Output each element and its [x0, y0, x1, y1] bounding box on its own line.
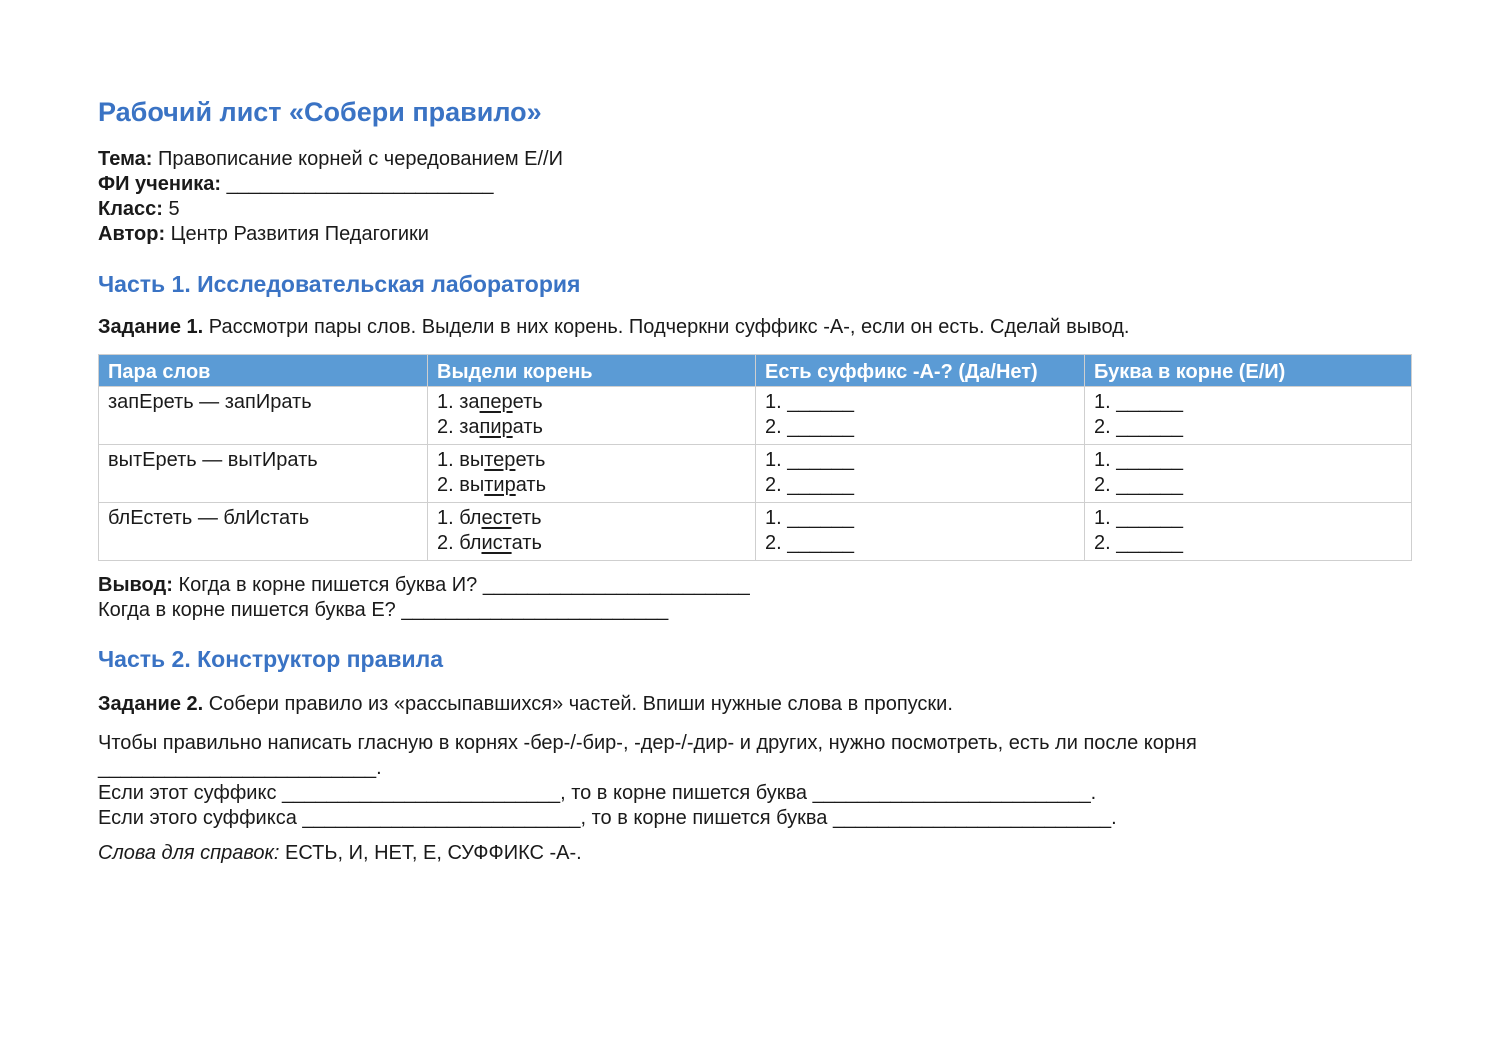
cell-root	[428, 503, 756, 561]
letter-blank-2[interactable]: 2. ______	[1094, 474, 1183, 496]
conclusion-q1-text[interactable]: Когда в корне пишется буква И? ________________________	[178, 574, 750, 596]
letter-blank-2[interactable]: 2. ______	[1094, 532, 1183, 554]
root-word-2	[437, 473, 746, 498]
column-header-root: Выдели корень	[428, 355, 756, 387]
cell-letter[interactable]	[1085, 503, 1412, 561]
meta-author-label: Автор:	[98, 223, 166, 245]
conclusion-question-2[interactable]: Когда в корне пишется буква Е? ________________________	[98, 599, 669, 621]
word-ending: ать	[511, 532, 542, 554]
rule-line-3[interactable]: Если этот суффикс _________________________, то в корне пишется буква _________________________.	[98, 782, 1097, 804]
cell-pair: запЕреть — запИрать	[99, 387, 428, 445]
root-word-1	[437, 448, 746, 473]
cell-letter[interactable]	[1085, 445, 1412, 503]
conclusion-block	[98, 573, 1411, 623]
word-number: 2.	[437, 532, 454, 554]
word-number: 2.	[437, 474, 454, 496]
meta-topic-label: Тема:	[98, 148, 153, 170]
task2-instruction	[98, 691, 1411, 717]
table-row	[99, 387, 1412, 445]
cell-pair: вытЕреть — вытИрать	[99, 445, 428, 503]
part1-heading: Часть 1. Исследовательская лаборатория	[98, 271, 581, 297]
table-header-row	[99, 355, 1412, 387]
letter-blank-2[interactable]: 2. ______	[1094, 416, 1183, 438]
root-word-2	[437, 415, 746, 440]
word-number: 1.	[437, 449, 454, 471]
worksheet-meta	[98, 147, 1411, 247]
task2-label: Задание 2.	[98, 693, 204, 715]
suffix-blank-2[interactable]: 2. ______	[765, 474, 854, 496]
column-header-pair: Пара слов	[99, 355, 428, 387]
cell-suffix[interactable]	[756, 503, 1085, 561]
page-title: Рабочий лист «Собери правило»	[98, 97, 542, 127]
table-row	[99, 445, 1412, 503]
reference-words	[98, 841, 1411, 866]
task1-label: Задание 1.	[98, 316, 204, 338]
meta-student-label: ФИ ученика:	[98, 173, 222, 195]
word-pairs-table	[98, 354, 1412, 561]
meta-class-value: 5	[168, 198, 180, 220]
letter-blank-1[interactable]: 1. ______	[1094, 507, 1183, 529]
conclusion-question-1[interactable]	[98, 573, 1411, 598]
conclusion-label: Вывод:	[98, 574, 173, 596]
suffix-blank-2[interactable]: 2. ______	[765, 416, 854, 438]
task2-text: Собери правило из «рассыпавшихся» частей. Впиши нужные слова в пропуски.	[208, 693, 953, 715]
word-prefix: бл	[459, 507, 482, 529]
root-word-1	[437, 390, 746, 415]
meta-topic	[98, 147, 1411, 172]
suffix-blank-1[interactable]: 1. ______	[765, 449, 854, 471]
rule-line-4[interactable]: Если этого суффикса _________________________, то в корне пишется буква _________________________.	[98, 807, 1117, 829]
cell-pair: блЕстеть — блИстать	[99, 503, 428, 561]
word-root-underlined: тир	[484, 474, 516, 496]
letter-blank-1[interactable]: 1. ______	[1094, 391, 1183, 413]
suffix-blank-2[interactable]: 2. ______	[765, 532, 854, 554]
word-number: 2.	[437, 416, 454, 438]
meta-topic-value: Правописание корней с чередованием Е//И	[157, 148, 563, 170]
suffix-blank-1[interactable]: 1. ______	[765, 391, 854, 413]
cell-root	[428, 445, 756, 503]
part2-heading: Часть 2. Конструктор правила	[98, 646, 444, 672]
word-number: 1.	[437, 507, 454, 529]
task1-text: Рассмотри пары слов. Выдели в них корень. Подчеркни суффикс -А-, если он есть. Сделай вывод.	[208, 316, 1130, 338]
column-header-letter: Буква в корне (Е/И)	[1085, 355, 1412, 387]
letter-blank-1[interactable]: 1. ______	[1094, 449, 1183, 471]
word-root-underlined: тер	[484, 449, 516, 471]
word-root-underlined: ест	[481, 507, 512, 529]
word-root-underlined: пир	[479, 416, 513, 438]
meta-author-value: Центр Развития Педагогики	[170, 223, 429, 245]
meta-author	[98, 222, 1411, 247]
word-prefix: вы	[459, 449, 485, 471]
rule-line-2-blank[interactable]: _________________________.	[98, 757, 382, 779]
root-word-1	[437, 506, 746, 531]
word-prefix: вы	[459, 474, 485, 496]
suffix-blank-1[interactable]: 1. ______	[765, 507, 854, 529]
word-ending: еть	[512, 391, 543, 413]
meta-student	[98, 172, 1411, 197]
cell-suffix[interactable]	[756, 387, 1085, 445]
word-root-underlined: ист	[481, 532, 512, 554]
reference-words-label: Слова для справок:	[98, 842, 280, 864]
cell-root	[428, 387, 756, 445]
column-header-suffix: Есть суффикс -А-? (Да/Нет)	[756, 355, 1085, 387]
meta-class-label: Класс:	[98, 198, 163, 220]
word-ending: ать	[512, 416, 543, 438]
word-prefix: за	[459, 391, 480, 413]
task1-instruction	[98, 314, 1411, 340]
cell-suffix[interactable]	[756, 445, 1085, 503]
word-ending: ать	[515, 474, 546, 496]
meta-class	[98, 197, 1411, 222]
cell-letter[interactable]	[1085, 387, 1412, 445]
word-number: 1.	[437, 391, 454, 413]
word-prefix: бл	[459, 532, 482, 554]
meta-student-blank[interactable]: ________________________	[226, 173, 494, 195]
word-ending: еть	[511, 507, 542, 529]
word-root-underlined: пер	[479, 391, 513, 413]
table-row	[99, 503, 1412, 561]
rule-line-1: Чтобы правильно написать гласную в корнях -бер-/-бир-, -дер-/-дир- и других, нужно посмотреть, есть ли после корня	[98, 732, 1197, 754]
reference-words-list: ЕСТЬ, И, НЕТ, Е, СУФФИКС -А-.	[285, 842, 582, 864]
rule-builder	[98, 731, 1411, 831]
word-prefix: за	[459, 416, 480, 438]
root-word-2	[437, 531, 746, 556]
word-ending: еть	[515, 449, 546, 471]
